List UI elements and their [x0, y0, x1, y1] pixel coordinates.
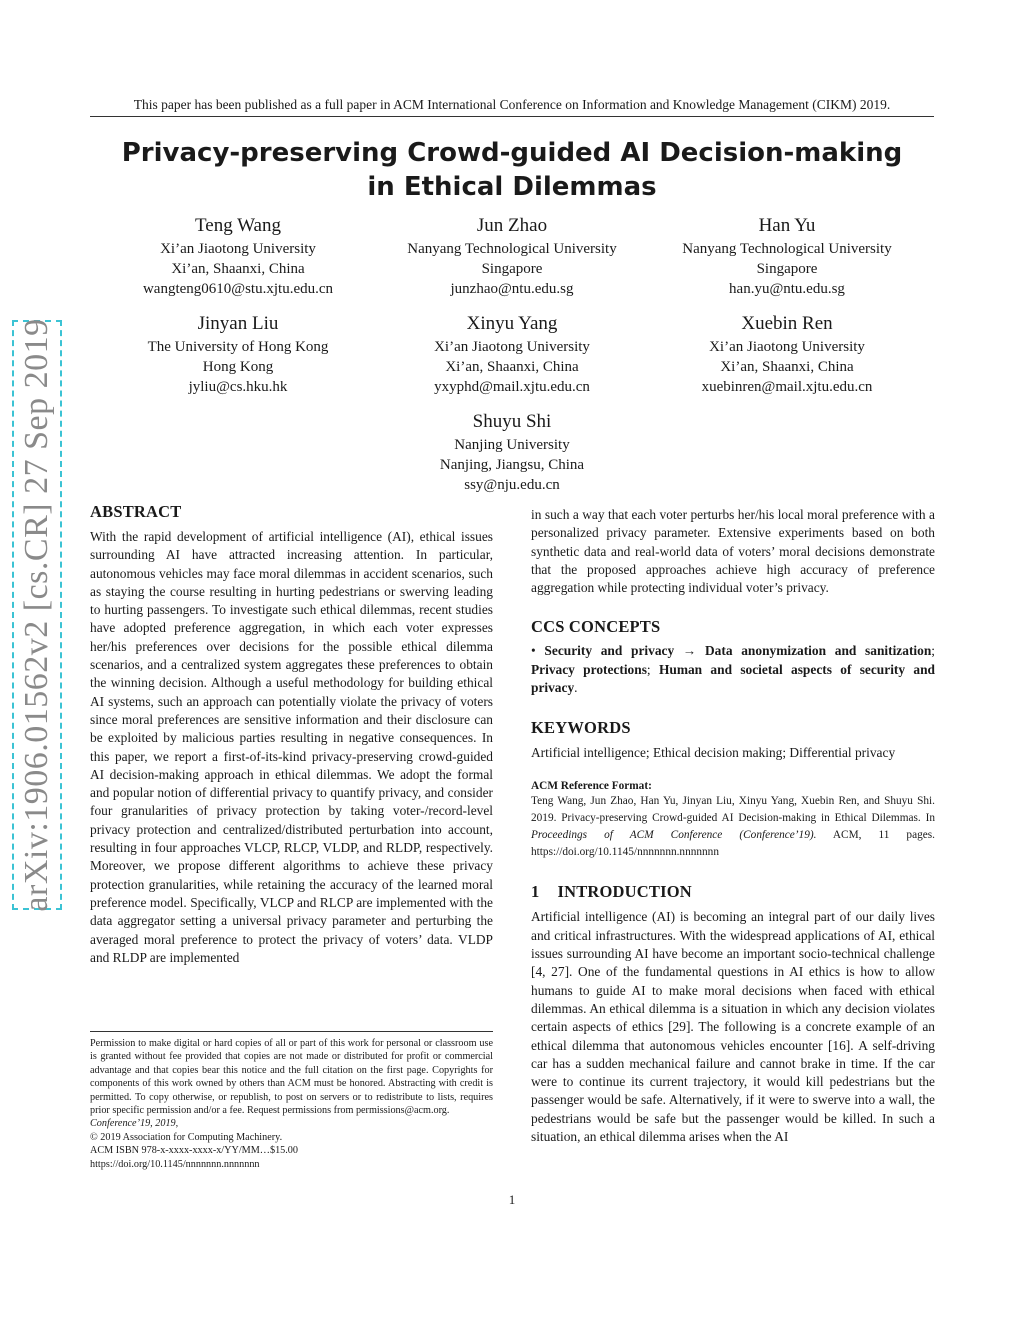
keywords-section [531, 718, 935, 762]
footnote-rule [90, 1031, 493, 1032]
paper-title [90, 136, 934, 204]
acm-reference-text [531, 793, 935, 860]
author-location: Singapore [756, 261, 818, 277]
author-email: han.yu@ntu.edu.sg [729, 281, 845, 297]
acm-reference-doi: ACM, 11 pages. https://doi.org/10.1145/nnnnnnn.nnnnnnn [531, 828, 935, 858]
author-location: Xi’an, Shaanxi, China [171, 261, 305, 277]
author-email: yxyphd@mail.xjtu.edu.cn [434, 379, 590, 395]
author-email: junzhao@ntu.edu.sg [450, 281, 574, 297]
ccs-separator: ; [646, 661, 651, 677]
keywords-text: Artificial intelligence; Ethical decision making; Differential privacy [531, 744, 896, 760]
author-email: wangteng0610@stu.xjtu.edu.cn [142, 281, 334, 297]
ccs-concepts [531, 642, 935, 698]
author-affiliation: Nanjing University [454, 437, 570, 453]
ccs-end: . [574, 680, 578, 696]
title-line-1: Privacy-preserving Crowd-guided AI Decision-making [121, 138, 903, 168]
author-block [362, 410, 662, 495]
author-email: jyliu@cs.hku.hk [188, 379, 288, 395]
copyright-line: © 2019 Association for Computing Machinery. [90, 1131, 283, 1143]
author-block [362, 312, 662, 397]
author-affiliation: Xi’an Jiaotong University [709, 339, 865, 355]
left-column [90, 502, 493, 967]
author-name: Jun Zhao [476, 215, 548, 236]
author-name: Han Yu [758, 215, 816, 236]
introduction-heading [531, 882, 935, 902]
acm-reference-venue: Proceedings of ACM Conference (Conference’19). [531, 828, 817, 841]
isbn-line: ACM ISBN 978-x-xxxx-xxxx-x/YY/MM…$15.00 [90, 1145, 298, 1157]
author-block [637, 312, 937, 397]
ccs-heading: CCS CONCEPTS [531, 617, 661, 637]
section-title: INTRODUCTION [557, 882, 692, 902]
author-name: Jinyan Liu [197, 313, 279, 334]
author-email: xuebinren@mail.xjtu.edu.cn [701, 379, 873, 395]
author-block [88, 312, 388, 397]
arrow-icon: → [682, 643, 697, 659]
introduction-section [531, 882, 935, 1146]
keywords-heading: KEYWORDS [531, 717, 631, 737]
ccs-separator: ; [931, 643, 935, 659]
ccs-concept: Data anonymization and sanitization [705, 643, 932, 659]
ccs-section [531, 617, 935, 698]
acm-reference-authors: Teng Wang, Jun Zhao, Han Yu, Jinyan Liu, Xinyu Yang, Xuebin Ren, and Shuyu Shi. 2019. Privacy-preserving Crowd-guided AI Decision-making in Ethical Dilemmas. In [531, 795, 935, 825]
author-affiliation: The University of Hong Kong [147, 339, 329, 355]
author-block [362, 214, 662, 299]
abstract-heading: ABSTRACT [90, 502, 182, 521]
author-name: Shuyu Shi [472, 411, 552, 432]
author-affiliation: Nanyang Technological University [407, 241, 617, 257]
author-affiliation: Nanyang Technological University [682, 241, 892, 257]
introduction-text: Artificial intelligence (AI) is becoming an integral part of our daily lives and critical infrastructures. With the widespread applications of AI, ethical issues surrounding AI have become an important socio-technical challenge [4, 27]. One of the fundamental questions in AI ethics is how to allow humans to guide AI to make moral decisions when faced with ethical dilemmas. An ethical dilemma is a situation in which any decision violates certain aspects of ethics [29]. The following is a concrete example of an ethical dilemma that autonomous vehicles encounter [16]. A self-driving car has a sudden mechanical failure and cannot brake in time. If the car were to continue its current trajectory, it would kill pedestrians but the passenger would be safe. Alternatively, if it were to swerve into a wall, the pedestrians would be safe but the passenger would be killed. In such a situation, an ethical dilemma arises when the AI [531, 909, 935, 1145]
author-location: Nanjing, Jiangsu, China [439, 457, 585, 473]
title-line-2: in Ethical Dilemmas [367, 172, 657, 202]
author-location: Hong Kong [202, 359, 274, 375]
author-block [637, 214, 937, 299]
arxiv-stamp [12, 320, 72, 910]
author-affiliation: Xi’an Jiaotong University [160, 241, 316, 257]
arxiv-stamp-text: arXiv:1906.01562v2 [cs.CR] 27 Sep 2019 [12, 320, 62, 910]
ccs-concept: Human and societal aspects of security and privacy [531, 661, 935, 696]
abstract-continuation: in such a way that each voter perturbs her/his local moral preference with a personalized privacy parameter. Extensive experiments based on both synthetic data and real-world data of voters’ moral decisions demonstrate that the proposed approaches achieve high accuracy of preference aggregation while protecting individual voter’s privacy. [531, 507, 935, 596]
acm-reference [531, 780, 935, 860]
ccs-bullet: • [531, 643, 536, 659]
author-location: Xi’an, Shaanxi, China [720, 359, 854, 375]
conference-line: Conference’19, 2019, [90, 1118, 179, 1130]
author-name: Xinyu Yang [466, 313, 558, 334]
header-note: This paper has been published as a full paper in ACM International Conference on Information and Knowledge Management (CIKM) 2019. [90, 97, 934, 117]
doi-line: https://doi.org/10.1145/nnnnnnn.nnnnnnn [90, 1158, 260, 1170]
copyright-footnote [90, 1037, 493, 1171]
ccs-concept: Security and privacy [544, 643, 675, 659]
page-number: 1 [508, 1192, 516, 1207]
author-affiliation: Xi’an Jiaotong University [434, 339, 590, 355]
author-email: ssy@nju.edu.cn [464, 477, 560, 493]
author-location: Xi’an, Shaanxi, China [445, 359, 579, 375]
author-location: Singapore [481, 261, 543, 277]
author-name: Xuebin Ren [741, 313, 833, 334]
right-column [531, 506, 935, 1146]
permission-notice: Permission to make digital or hard copies of all or part of this work for personal or classroom use is granted without fee provided that copies are not made or distributed for profit or commercial advantage and that copies bear this notice and the full citation on the first page. Copyrights for components of this work owned by others than ACM must be honored. Abstracting with credit is permitted. To copy otherwise, or republish, to post on servers or to redistribute to lists, requires prior specific permission and/or a fee. Request permissions from permissions@acm.org. [90, 1038, 493, 1117]
section-number: 1 [531, 882, 540, 902]
ccs-concept: Privacy protections [531, 661, 647, 677]
acm-reference-heading: ACM Reference Format: [531, 780, 652, 793]
abstract-text: With the rapid development of artificial intelligence (AI), ethical issues surrounding AI have attracted increasing attention. In particular, autonomous vehicles may face moral dilemmas in accident scenarios, such as staying the course resulting in hurting pedestrians or swerving leading to hurting passengers. To investigate such ethical dilemmas, recent studies have adopted preference aggregation, in which each voter expresses her/his preferences over decisions for the possible ethical dilemma scenarios, and a centralized system aggregates these preferences to obtain the winning decision. Although a useful methodology for building ethical AI systems, such an approach can potentially violate the privacy of voters since moral preferences are sensitive information and their disclosure can be exploited by malicious parties resulting in negative consequences. In this paper, we report a first-of-its-kind privacy-preserving crowd-guided AI decision-making approach in ethical dilemmas. We adopt the formal and popular notion of differential privacy to quantify privacy, and consider four granularities of privacy protection by taking voter-/record-level privacy protection and centralized/distributed perturbation into account, resulting in four approaches VLCP, RLCP, VLDP, and RLDP, respectively. Moreover, we propose different algorithms to achieve these privacy protection granularities, while retaining the accuracy of the learned moral preference model. Specifically, VLCP and RLCP are implemented with the data aggregator setting a universal privacy parameter and perturbing the averaged moral preference to protect the privacy of voters’ data. VLDP and RLDP are implemented [90, 529, 493, 965]
author-block [88, 214, 388, 299]
author-name: Teng Wang [195, 215, 281, 236]
